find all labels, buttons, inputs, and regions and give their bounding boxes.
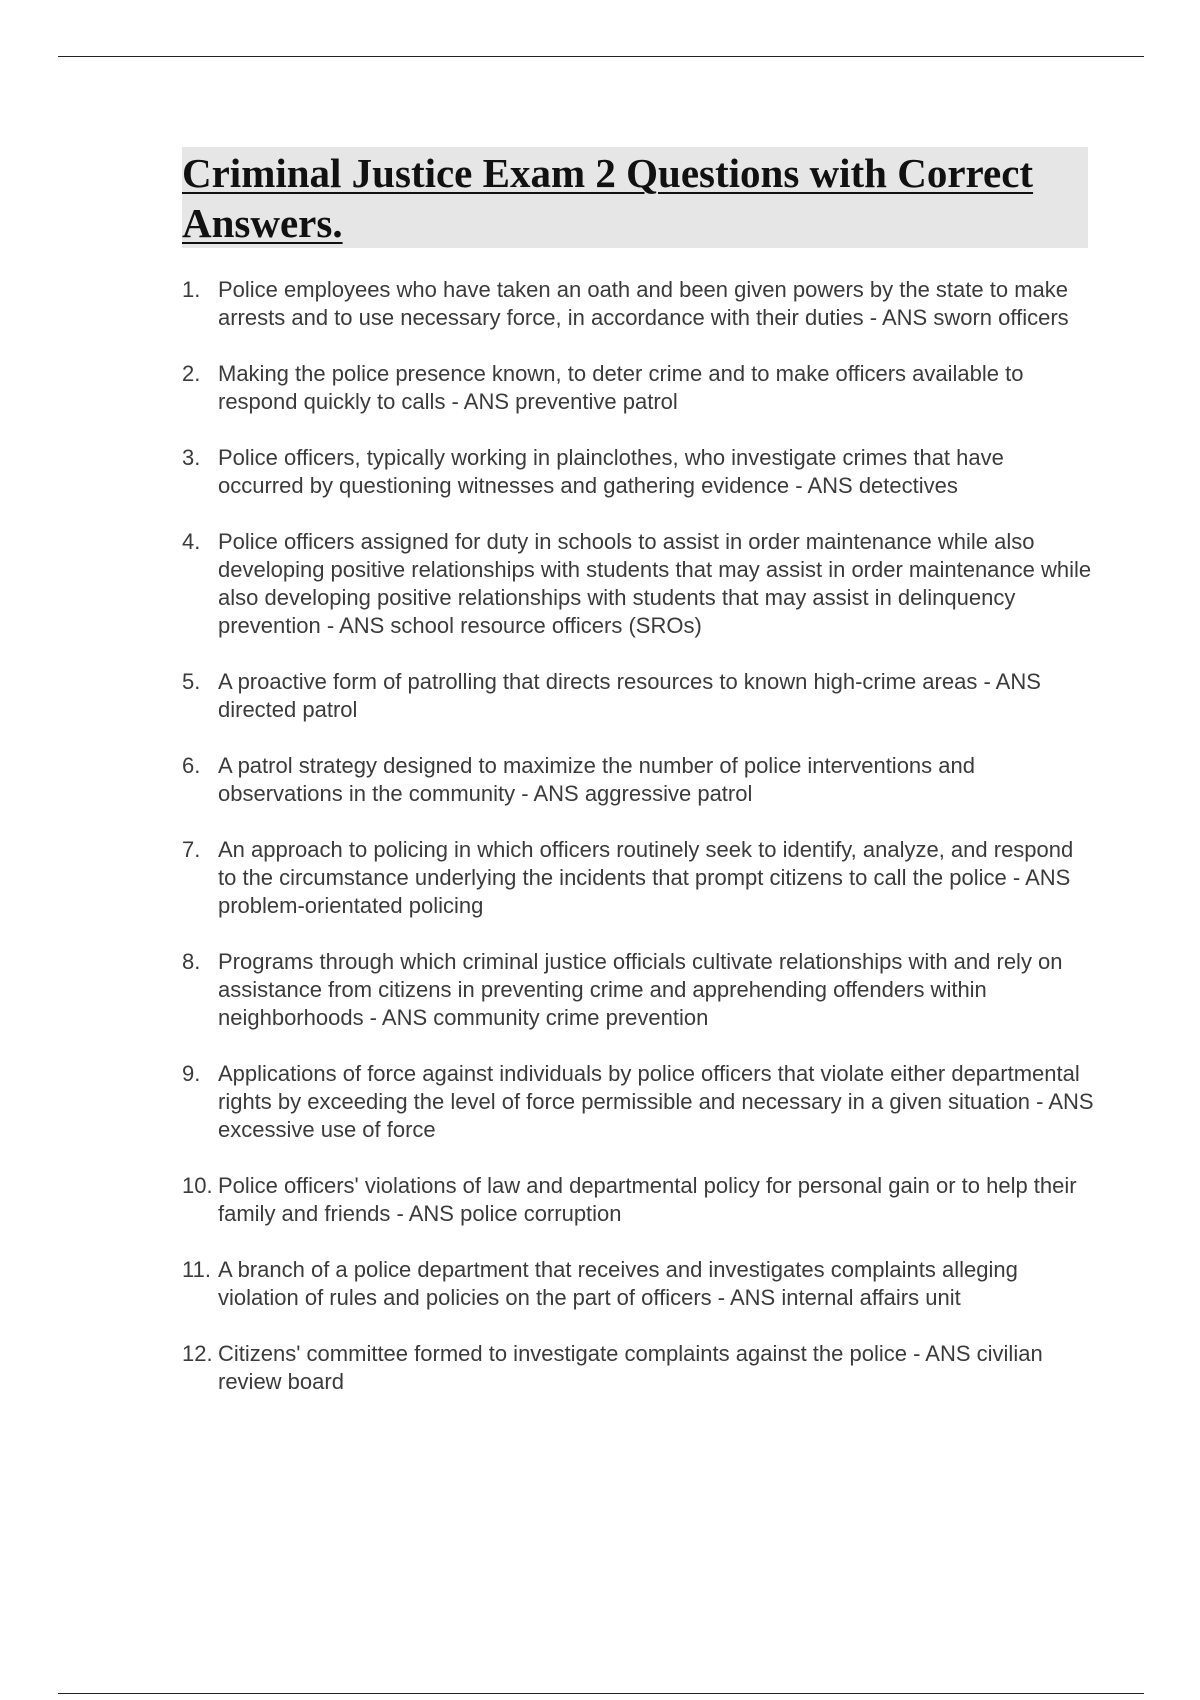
question-item: [182, 1256, 1094, 1312]
question-text: Police officers' violations of law and departmental policy for personal gain or to help their family and friends - ANS police corruption: [218, 1173, 1077, 1226]
question-number: 7.: [182, 837, 201, 862]
question-number: 8.: [182, 949, 201, 974]
question-text: A branch of a police department that receives and investigates complaints alleging violation of rules and policies on the part of officers - ANS internal affairs unit: [218, 1257, 1018, 1310]
question-item: [182, 836, 1094, 920]
question-item: [182, 1340, 1094, 1396]
document-title: Criminal Justice Exam 2 Questions with Correct Answers.: [182, 150, 1034, 246]
question-number: 6.: [182, 753, 201, 778]
question-text: Programs through which criminal justice officials cultivate relationships with and rely on assistance from citizens in preventing crime and apprehending offenders within neighborhoods - ANS community crime prevention: [218, 949, 1063, 1030]
question-text: Police officers, typically working in plainclothes, who investigate crimes that have occurred by questioning witnesses and gathering evidence - ANS detectives: [218, 445, 1004, 498]
question-item: [182, 276, 1094, 332]
question-item: [182, 948, 1094, 1032]
question-text: Citizens' committee formed to investigate complaints against the police - ANS civilian review board: [218, 1341, 1043, 1394]
question-text: An approach to policing in which officers routinely seek to identify, analyze, and respond to the circumstance underlying the incidents that prompt citizens to call the police - ANS problem-orientated policing: [218, 837, 1074, 918]
question-text: Police officers assigned for duty in schools to assist in order maintenance while also developing positive relationships with students that may assist in order maintenance while also developing positive relationships with students that may assist in delinquency prevention - ANS school resource officers (SROs): [218, 529, 1092, 638]
header-rule: [58, 56, 1144, 57]
question-number: 3.: [182, 445, 201, 470]
question-item: [182, 752, 1094, 808]
question-number: 2.: [182, 361, 201, 386]
question-number: 10.: [182, 1173, 213, 1198]
question-item: [182, 1060, 1094, 1144]
question-number: 12.: [182, 1341, 213, 1366]
question-number: 9.: [182, 1061, 201, 1086]
question-text: A patrol strategy designed to maximize the number of police interventions and observations in the community - ANS aggressive patrol: [218, 753, 975, 806]
question-item: [182, 360, 1094, 416]
question-text: Police employees who have taken an oath and been given powers by the state to make arrests and to use necessary force, in accordance with their duties - ANS sworn officers: [218, 277, 1069, 330]
question-item: [182, 528, 1094, 640]
question-item: [182, 668, 1094, 724]
question-number: 1.: [182, 277, 201, 302]
question-text: A proactive form of patrolling that directs resources to known high-crime areas - ANS directed patrol: [218, 669, 1041, 722]
question-text: Applications of force against individuals by police officers that violate either departmental rights by exceeding the level of force permissible and necessary in a given situation - ANS excessive use of force: [218, 1061, 1094, 1142]
question-number: 11.: [182, 1257, 211, 1282]
question-text: Making the police presence known, to deter crime and to make officers available to respond quickly to calls - ANS preventive patrol: [218, 361, 1024, 414]
question-list: [182, 276, 1094, 1424]
footer-rule: [58, 1693, 1144, 1694]
question-item: [182, 1172, 1094, 1228]
question-number: 5.: [182, 669, 201, 694]
question-item: [182, 444, 1094, 500]
question-number: 4.: [182, 529, 201, 554]
